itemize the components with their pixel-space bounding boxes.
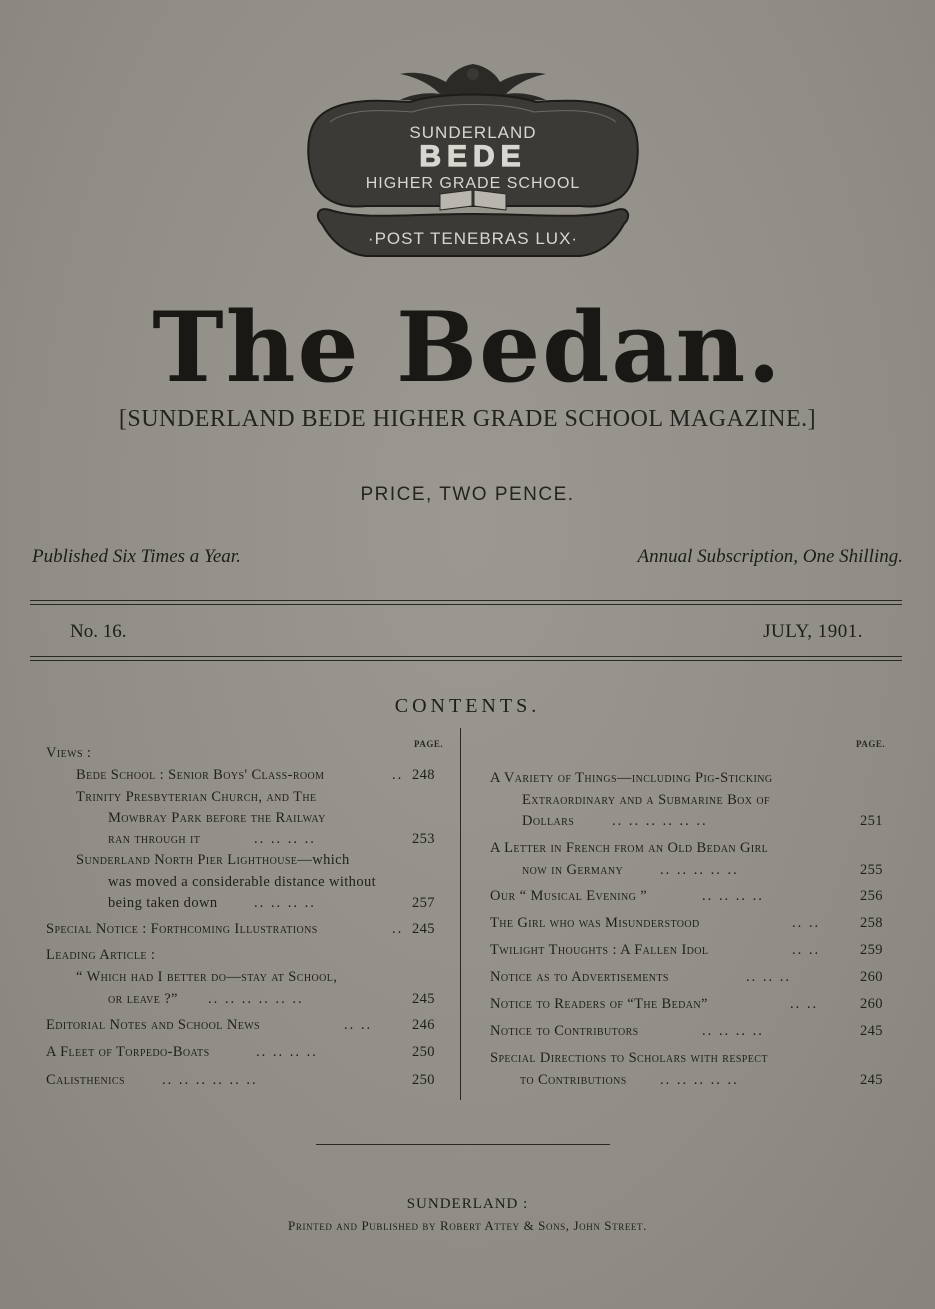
magazine-subtitle: [SUNDERLAND BEDE HIGHER GRADE SCHOOL MAGAZINE.] bbox=[118, 406, 817, 432]
toc-page-number: 250 bbox=[412, 1072, 435, 1088]
toc-page-number: 258 bbox=[860, 915, 883, 931]
toc-line: Special Directions to Scholars with respect bbox=[490, 1050, 768, 1066]
toc-dots: .. .. bbox=[792, 942, 821, 958]
toc-line: Sunderland North Pier Lighthouse—which bbox=[76, 852, 350, 868]
price-line: PRICE, TWO PENCE. bbox=[360, 484, 575, 505]
toc-title: Bede School : Senior Boys' Class-room bbox=[76, 767, 325, 783]
toc-dots: .. .. .. bbox=[746, 969, 791, 985]
toc-line: “ Which had I better do—stay at School, bbox=[76, 969, 338, 985]
crest-middle-text: BEDE bbox=[419, 140, 527, 173]
toc-line: Editorial Notes and School News bbox=[46, 1017, 261, 1033]
page-column-header-left: PAGE. bbox=[414, 739, 444, 749]
toc-dots: .. .. .. .. bbox=[702, 888, 764, 904]
toc-views-heading: Views : bbox=[46, 745, 92, 761]
toc-dots: .. .. .. .. .. .. bbox=[208, 991, 304, 1007]
toc-page-number: 245 bbox=[412, 921, 435, 937]
crest-motto: ·POST TENEBRAS LUX· bbox=[367, 229, 579, 248]
toc-page-number: 255 bbox=[860, 862, 883, 878]
toc-line: Notice to Contributors bbox=[490, 1023, 639, 1039]
toc-page-number: 253 bbox=[412, 831, 435, 847]
toc-dots: .. .. bbox=[344, 1017, 373, 1033]
toc-leading-heading: Leading Article : bbox=[46, 947, 156, 963]
toc-dots: .. bbox=[392, 767, 404, 783]
toc-line: Calisthenics bbox=[46, 1072, 125, 1088]
top-rule-1 bbox=[30, 600, 902, 601]
imprint-printer: Printed and Published by Robert Attey & Sons, John Street. bbox=[288, 1218, 647, 1233]
school-crest bbox=[300, 56, 646, 268]
bottom-rule-1 bbox=[30, 656, 902, 657]
toc-page-number: 256 bbox=[860, 888, 883, 904]
crest-bottom-text: HIGHER GRADE SCHOOL bbox=[365, 175, 581, 192]
imprint-rule bbox=[316, 1144, 610, 1145]
toc-line: or leave ?” bbox=[108, 991, 178, 1007]
column-divider bbox=[460, 728, 461, 1100]
toc-dots: .. .. .. .. bbox=[702, 1023, 764, 1039]
magazine-title: The Bedan. bbox=[152, 291, 783, 404]
toc-line: to Contributions bbox=[520, 1072, 627, 1088]
toc-page-number: 250 bbox=[412, 1044, 435, 1060]
top-rule-2 bbox=[30, 604, 902, 605]
toc-dots: .. .. bbox=[792, 915, 821, 931]
toc-dots: .. .. .. .. .. .. bbox=[612, 813, 708, 829]
toc-page-number: 251 bbox=[860, 813, 883, 829]
imprint-city: SUNDERLAND : bbox=[406, 1196, 529, 1212]
toc-line: Extraordinary and a Submarine Box of bbox=[522, 792, 771, 808]
toc-dots: .. .. .. .. .. bbox=[660, 862, 739, 878]
toc-dots: .. bbox=[392, 921, 404, 937]
toc-line: now in Germany bbox=[522, 862, 624, 878]
toc-dots: .. .. bbox=[790, 996, 819, 1012]
issue-date: JULY, 1901. bbox=[763, 621, 863, 642]
toc-dots: .. .. .. .. .. .. bbox=[162, 1072, 258, 1088]
toc-item bbox=[76, 765, 324, 787]
bottom-rule-2 bbox=[30, 660, 902, 661]
toc-line: Twilight Thoughts : A Fallen Idol bbox=[490, 942, 709, 958]
toc-line: Dollars bbox=[522, 813, 575, 829]
toc-line: Trinity Presbyterian Church, and The bbox=[76, 789, 317, 805]
annual-subscription: Annual Subscription, One Shilling. bbox=[637, 546, 903, 567]
toc-line: Mowbray Park before the Railway bbox=[108, 810, 326, 826]
issue-number: No. 16. bbox=[70, 621, 127, 642]
toc-page-number: 245 bbox=[860, 1023, 883, 1039]
toc-page-number: 260 bbox=[860, 969, 883, 985]
toc-page-number: 260 bbox=[860, 996, 883, 1012]
toc-page-number: 259 bbox=[860, 942, 883, 958]
toc-line: A Letter in French from an Old Bedan Girl bbox=[490, 840, 769, 856]
toc-dots: .. .. .. .. bbox=[254, 895, 316, 911]
contents-heading: CONTENTS. bbox=[394, 695, 541, 717]
toc-line: The Girl who was Misunderstood bbox=[490, 915, 700, 931]
toc-page-number: 245 bbox=[412, 991, 435, 1007]
toc-page-number: 246 bbox=[412, 1017, 435, 1033]
toc-line: ran through it bbox=[108, 831, 201, 847]
toc-line: being taken down bbox=[108, 895, 218, 911]
publication-frequency: Published Six Times a Year. bbox=[32, 546, 241, 567]
toc-line: Notice to Readers of “The Bedan” bbox=[490, 996, 708, 1012]
toc-page-number: 257 bbox=[412, 895, 435, 911]
toc-page-number: 248 bbox=[412, 767, 435, 783]
crest-top-text: SUNDERLAND bbox=[409, 123, 537, 142]
toc-dots: .. .. .. .. .. bbox=[660, 1072, 739, 1088]
toc-line: A Variety of Things—including Pig-Sticking bbox=[490, 770, 773, 786]
toc-line: Our “ Musical Evening ” bbox=[490, 888, 648, 904]
toc-line: A Fleet of Torpedo-Boats bbox=[46, 1044, 210, 1060]
page-column-header-right: PAGE. bbox=[856, 739, 886, 749]
toc-line: Notice as to Advertisements bbox=[490, 969, 669, 985]
toc-line: was moved a considerable distance without bbox=[108, 874, 377, 890]
toc-dots: .. .. .. .. bbox=[256, 1044, 318, 1060]
toc-page-number: 245 bbox=[860, 1072, 883, 1088]
toc-line: Special Notice : Forthcoming Illustrations bbox=[46, 921, 318, 937]
toc-dots: .. .. .. .. bbox=[254, 831, 316, 847]
